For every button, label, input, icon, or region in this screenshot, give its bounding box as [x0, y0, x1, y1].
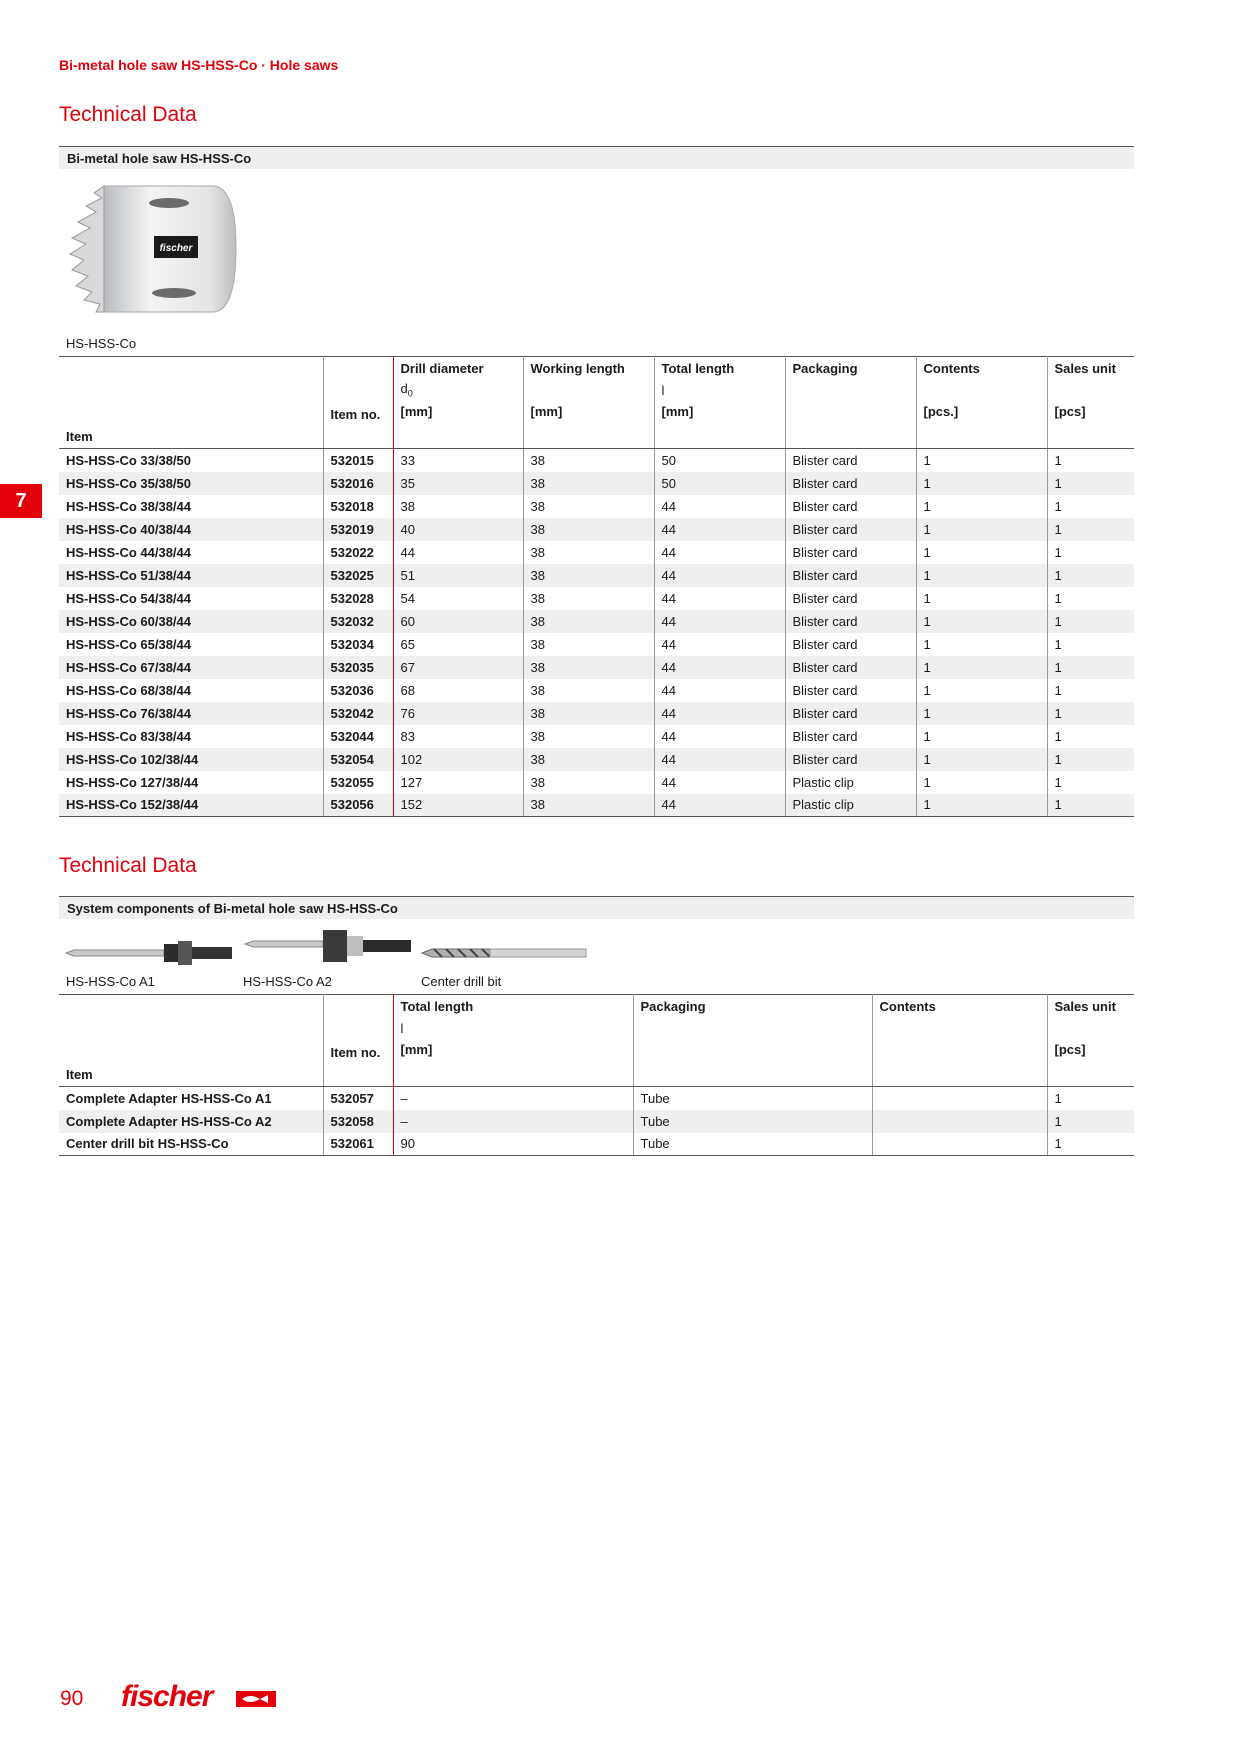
- cell-packaging: Blister card: [785, 702, 916, 725]
- cell-packaging: Blister card: [785, 495, 916, 518]
- cell-item: HS-HSS-Co 68/38/44: [66, 682, 191, 698]
- cell-item: HS-HSS-Co 65/38/44: [66, 636, 191, 652]
- header-working-unit: [mm]: [530, 404, 563, 419]
- cell-item-no: 532061: [323, 1133, 393, 1156]
- header-sales-unit-label: Sales unit: [1054, 361, 1116, 376]
- table-row: [59, 495, 1134, 518]
- cell-item-no: 532036: [323, 679, 393, 702]
- cell-contents: 1: [916, 564, 1047, 587]
- header-total-unit: [mm]: [661, 404, 694, 419]
- cell-packaging: Blister card: [785, 610, 916, 633]
- table-row: [59, 725, 1134, 748]
- header-drill-symbol: d: [400, 381, 408, 397]
- header-contents-unit: [pcs.]: [923, 404, 959, 419]
- cell-item: Complete Adapter HS-HSS-Co A2: [59, 1110, 323, 1133]
- cell-drill-diameter: 76: [393, 702, 523, 725]
- header2-total-unit: [mm]: [400, 1042, 433, 1057]
- caption-adapter-a1: HS-HSS-Co A1: [66, 974, 155, 989]
- cell-drill-diameter: 65: [393, 633, 523, 656]
- cell-working-length: 38: [523, 541, 654, 564]
- page-number: 90: [60, 1687, 84, 1710]
- cell-total-length: 44: [654, 518, 785, 541]
- header2-contents-label: Contents: [879, 999, 936, 1014]
- cell-item: HS-HSS-Co 51/38/44: [59, 564, 323, 587]
- cell-drill-diameter: 35: [393, 472, 523, 495]
- cell-working-length: 38: [523, 472, 654, 495]
- cell-sales-unit: 1: [1047, 449, 1134, 472]
- cell-sales-unit: 1: [1047, 472, 1134, 495]
- cell-sales-unit: 1: [1047, 541, 1134, 564]
- cell-contents: 1: [916, 633, 1047, 656]
- cell-item-no: 532044: [323, 725, 393, 748]
- header-packaging-label: Packaging: [792, 361, 858, 376]
- cell-packaging: Plastic clip: [785, 794, 916, 817]
- cell-total-length: –: [393, 1110, 633, 1133]
- cell-working-length: 38: [523, 794, 654, 817]
- cell-item: Complete Adapter HS-HSS-Co A1: [66, 1090, 272, 1106]
- cell-packaging: Blister card: [785, 541, 916, 564]
- cell-item: HS-HSS-Co 76/38/44: [59, 702, 323, 725]
- cell-contents: 1: [916, 702, 1047, 725]
- cell-contents: 1: [916, 656, 1047, 679]
- cell-working-length: 38: [523, 633, 654, 656]
- cell-total-length: 44: [654, 794, 785, 817]
- cell-packaging: Blister card: [785, 449, 916, 472]
- cell-packaging: Blister card: [785, 518, 916, 541]
- header-drill-unit: [mm]: [400, 404, 433, 419]
- hole-saw-table: [59, 356, 1134, 817]
- table-row: [59, 449, 1134, 472]
- cell-total-length: 44: [654, 679, 785, 702]
- header2-total-length-label: Total length: [400, 999, 474, 1014]
- cell-item: HS-HSS-Co 44/38/44: [66, 544, 191, 560]
- fischer-logo: fischer: [121, 1680, 213, 1713]
- header-contents: [916, 357, 1047, 426]
- hole-saw-image: [64, 178, 239, 323]
- cell-working-length: 38: [523, 518, 654, 541]
- table-row: [59, 587, 1134, 610]
- cell-item-no: 532015: [323, 449, 393, 472]
- cell-packaging: Plastic clip: [785, 771, 916, 794]
- table-row: [59, 541, 1134, 564]
- header2-item: Item: [59, 1064, 323, 1087]
- header-sales-unit-unit: [pcs]: [1054, 404, 1086, 419]
- fischer-fish-logo-icon: [236, 1691, 276, 1707]
- cell-contents: [872, 1087, 1047, 1110]
- cell-item: HS-HSS-Co 35/38/50: [59, 472, 323, 495]
- header-drill-diameter-label: Drill diameter: [400, 361, 484, 376]
- table-row: [59, 1133, 1134, 1156]
- cell-drill-diameter: 33: [393, 449, 523, 472]
- table-row: [59, 472, 1134, 495]
- cell-total-length: 44: [654, 610, 785, 633]
- cell-working-length: 38: [523, 495, 654, 518]
- table-subheader-2: System components of Bi-metal hole saw HS-HSS-Co: [59, 896, 1134, 919]
- cell-sales-unit: 1: [1047, 656, 1134, 679]
- cell-item-no: 532018: [323, 495, 393, 518]
- cell-item: Center drill bit HS-HSS-Co: [59, 1133, 323, 1156]
- cell-total-length: 44: [654, 725, 785, 748]
- cell-packaging: Tube: [633, 1110, 872, 1133]
- cell-drill-diameter: 68: [393, 679, 523, 702]
- cell-item: HS-HSS-Co 33/38/50: [66, 452, 191, 468]
- cell-sales-unit: 1: [1047, 725, 1134, 748]
- header-drill-diameter: [393, 357, 523, 426]
- cell-packaging: Blister card: [785, 748, 916, 771]
- header-contents-label: Contents: [923, 361, 980, 376]
- cell-item: HS-HSS-Co 102/38/44: [59, 748, 323, 771]
- caption-center-drill-bit: Center drill bit: [421, 974, 502, 989]
- breadcrumb: Bi-metal hole saw HS-HSS-Co · Hole saws: [59, 57, 339, 73]
- cell-working-length: 38: [523, 702, 654, 725]
- cell-total-length: 44: [654, 564, 785, 587]
- header2-packaging-label: Packaging: [640, 999, 706, 1014]
- cell-total-length: 50: [654, 472, 785, 495]
- cell-contents: [872, 1110, 1047, 1133]
- table-subheader: Bi-metal hole saw HS-HSS-Co: [59, 146, 1134, 169]
- cell-drill-diameter: 54: [393, 587, 523, 610]
- cell-item-no: 532058: [323, 1110, 393, 1133]
- cell-packaging: Blister card: [785, 679, 916, 702]
- cell-contents: 1: [916, 748, 1047, 771]
- components-table: [59, 994, 1134, 1156]
- table-header-row: [59, 357, 1134, 426]
- cell-total-length: 50: [654, 449, 785, 472]
- header2-sales-unit-label: Sales unit: [1054, 999, 1116, 1014]
- cell-item: HS-HSS-Co 152/38/44: [59, 794, 323, 817]
- cell-contents: 1: [916, 679, 1047, 702]
- section-title-technical-data: Technical Data: [59, 103, 197, 126]
- cell-contents: 1: [916, 610, 1047, 633]
- cell-sales-unit: 1: [1047, 1087, 1134, 1110]
- cell-working-length: 38: [523, 449, 654, 472]
- cell-working-length: 38: [523, 771, 654, 794]
- cell-total-length: 90: [393, 1133, 633, 1156]
- cell-drill-diameter: 40: [393, 518, 523, 541]
- cell-packaging: Blister card: [785, 725, 916, 748]
- cell-item-no: 532035: [323, 656, 393, 679]
- table-row: [59, 564, 1134, 587]
- cell-item-no: 532034: [323, 633, 393, 656]
- cell-packaging: Tube: [633, 1133, 872, 1156]
- cell-working-length: 38: [523, 725, 654, 748]
- cell-sales-unit: 1: [1047, 794, 1134, 817]
- cell-contents: 1: [916, 725, 1047, 748]
- cell-packaging: Blister card: [785, 564, 916, 587]
- cell-packaging: Tube: [633, 1087, 872, 1110]
- table-row: [59, 1087, 1134, 1110]
- cell-working-length: 38: [523, 610, 654, 633]
- item-label-row: [59, 426, 1134, 449]
- cell-packaging: Blister card: [785, 656, 916, 679]
- cell-item: HS-HSS-Co 38/38/44: [66, 498, 191, 514]
- table-row: [59, 794, 1134, 817]
- cell-item-no: 532057: [323, 1087, 393, 1110]
- header-total-length: [654, 357, 785, 426]
- adapter-a2-image: [243, 926, 413, 968]
- header2-total-symbol: l: [400, 1020, 404, 1036]
- section-title-technical-data-2: Technical Data: [59, 854, 197, 877]
- cell-working-length: 38: [523, 748, 654, 771]
- cell-sales-unit: 1: [1047, 633, 1134, 656]
- cell-working-length: 38: [523, 587, 654, 610]
- cell-sales-unit: 1: [1047, 771, 1134, 794]
- cell-sales-unit: 1: [1047, 1133, 1134, 1156]
- cell-item: HS-HSS-Co 54/38/44: [66, 590, 191, 606]
- cell-sales-unit: 1: [1047, 748, 1134, 771]
- cell-sales-unit: 1: [1047, 679, 1134, 702]
- cell-packaging: Blister card: [785, 633, 916, 656]
- cell-item: HS-HSS-Co 40/38/44: [59, 518, 323, 541]
- item-label-row-2: [59, 1064, 1134, 1087]
- cell-drill-diameter: 127: [393, 771, 523, 794]
- image-caption: HS-HSS-Co: [66, 336, 137, 351]
- cell-contents: 1: [916, 518, 1047, 541]
- cell-item-no: 532022: [323, 541, 393, 564]
- caption-adapter-a2: HS-HSS-Co A2: [243, 974, 332, 989]
- cell-item-no: 532055: [323, 771, 393, 794]
- cell-sales-unit: 1: [1047, 1110, 1134, 1133]
- header-sales-unit: [1047, 357, 1134, 426]
- header-working-length-label: Working length: [530, 361, 625, 376]
- cell-drill-diameter: 102: [393, 748, 523, 771]
- cell-drill-diameter: 38: [393, 495, 523, 518]
- cell-item: HS-HSS-Co 83/38/44: [66, 728, 191, 744]
- table-row: [59, 610, 1134, 633]
- table-row: [59, 748, 1134, 771]
- cell-contents: 1: [916, 541, 1047, 564]
- header2-item-no: Item no.: [323, 995, 393, 1064]
- table-row: [59, 1110, 1134, 1133]
- cell-drill-diameter: 51: [393, 564, 523, 587]
- cell-total-length: 44: [654, 656, 785, 679]
- cell-item-no: 532032: [323, 610, 393, 633]
- cell-packaging: Blister card: [785, 587, 916, 610]
- cell-item-no: 532019: [323, 518, 393, 541]
- header-item-no: Item no.: [323, 357, 393, 426]
- header-item: Item: [59, 426, 323, 449]
- cell-item-no: 532028: [323, 587, 393, 610]
- cell-total-length: 44: [654, 702, 785, 725]
- cell-sales-unit: 1: [1047, 587, 1134, 610]
- cell-contents: 1: [916, 472, 1047, 495]
- header-drill-sub: 0: [407, 388, 413, 399]
- header2-packaging: [633, 995, 872, 1064]
- table-row: [59, 518, 1134, 541]
- header-packaging: [785, 357, 916, 426]
- header-total-symbol: l: [661, 382, 665, 398]
- cell-item-no: 532016: [323, 472, 393, 495]
- cell-drill-diameter: 152: [393, 794, 523, 817]
- cell-contents: 1: [916, 587, 1047, 610]
- header2-sales-unit: [1047, 995, 1134, 1064]
- center-drill-bit-image: [420, 943, 590, 963]
- cell-sales-unit: 1: [1047, 564, 1134, 587]
- cell-drill-diameter: 44: [393, 541, 523, 564]
- cell-working-length: 38: [523, 656, 654, 679]
- table-row: [59, 656, 1134, 679]
- cell-total-length: 44: [654, 495, 785, 518]
- cell-contents: 1: [916, 794, 1047, 817]
- cell-sales-unit: 1: [1047, 495, 1134, 518]
- table-row: [59, 633, 1134, 656]
- cell-total-length: 44: [654, 587, 785, 610]
- cell-item-no: 532025: [323, 564, 393, 587]
- header2-total-length: [393, 995, 633, 1064]
- cell-contents: 1: [916, 449, 1047, 472]
- header-total-length-label: Total length: [661, 361, 735, 376]
- cell-sales-unit: 1: [1047, 518, 1134, 541]
- table-row: [59, 679, 1134, 702]
- header2-sales-unit-unit: [pcs]: [1054, 1042, 1086, 1057]
- cell-sales-unit: 1: [1047, 702, 1134, 725]
- cell-total-length: –: [393, 1087, 633, 1110]
- cell-drill-diameter: 60: [393, 610, 523, 633]
- table2-header-row: [59, 995, 1134, 1064]
- table-row: [59, 771, 1134, 794]
- cell-item: HS-HSS-Co 127/38/44: [66, 774, 199, 790]
- header2-contents: [872, 995, 1047, 1064]
- table-row: [59, 702, 1134, 725]
- cell-item-no: 532056: [323, 794, 393, 817]
- header-empty: [59, 357, 323, 426]
- cell-working-length: 38: [523, 679, 654, 702]
- header-working-length: [523, 357, 654, 426]
- adapter-a1-image: [64, 938, 234, 968]
- cell-item: HS-HSS-Co 60/38/44: [59, 610, 323, 633]
- cell-sales-unit: 1: [1047, 610, 1134, 633]
- cell-total-length: 44: [654, 633, 785, 656]
- cell-item-no: 532042: [323, 702, 393, 725]
- chapter-tab[interactable]: 7: [0, 484, 42, 518]
- cell-contents: 1: [916, 495, 1047, 518]
- cell-contents: [872, 1133, 1047, 1156]
- cell-drill-diameter: 83: [393, 725, 523, 748]
- cell-total-length: 44: [654, 748, 785, 771]
- saw-logo-text: fischer: [159, 243, 193, 254]
- cell-contents: 1: [916, 771, 1047, 794]
- cell-drill-diameter: 67: [393, 656, 523, 679]
- cell-total-length: 44: [654, 541, 785, 564]
- cell-item-no: 532054: [323, 748, 393, 771]
- cell-packaging: Blister card: [785, 472, 916, 495]
- cell-working-length: 38: [523, 564, 654, 587]
- cell-total-length: 44: [654, 771, 785, 794]
- cell-item: HS-HSS-Co 67/38/44: [59, 656, 323, 679]
